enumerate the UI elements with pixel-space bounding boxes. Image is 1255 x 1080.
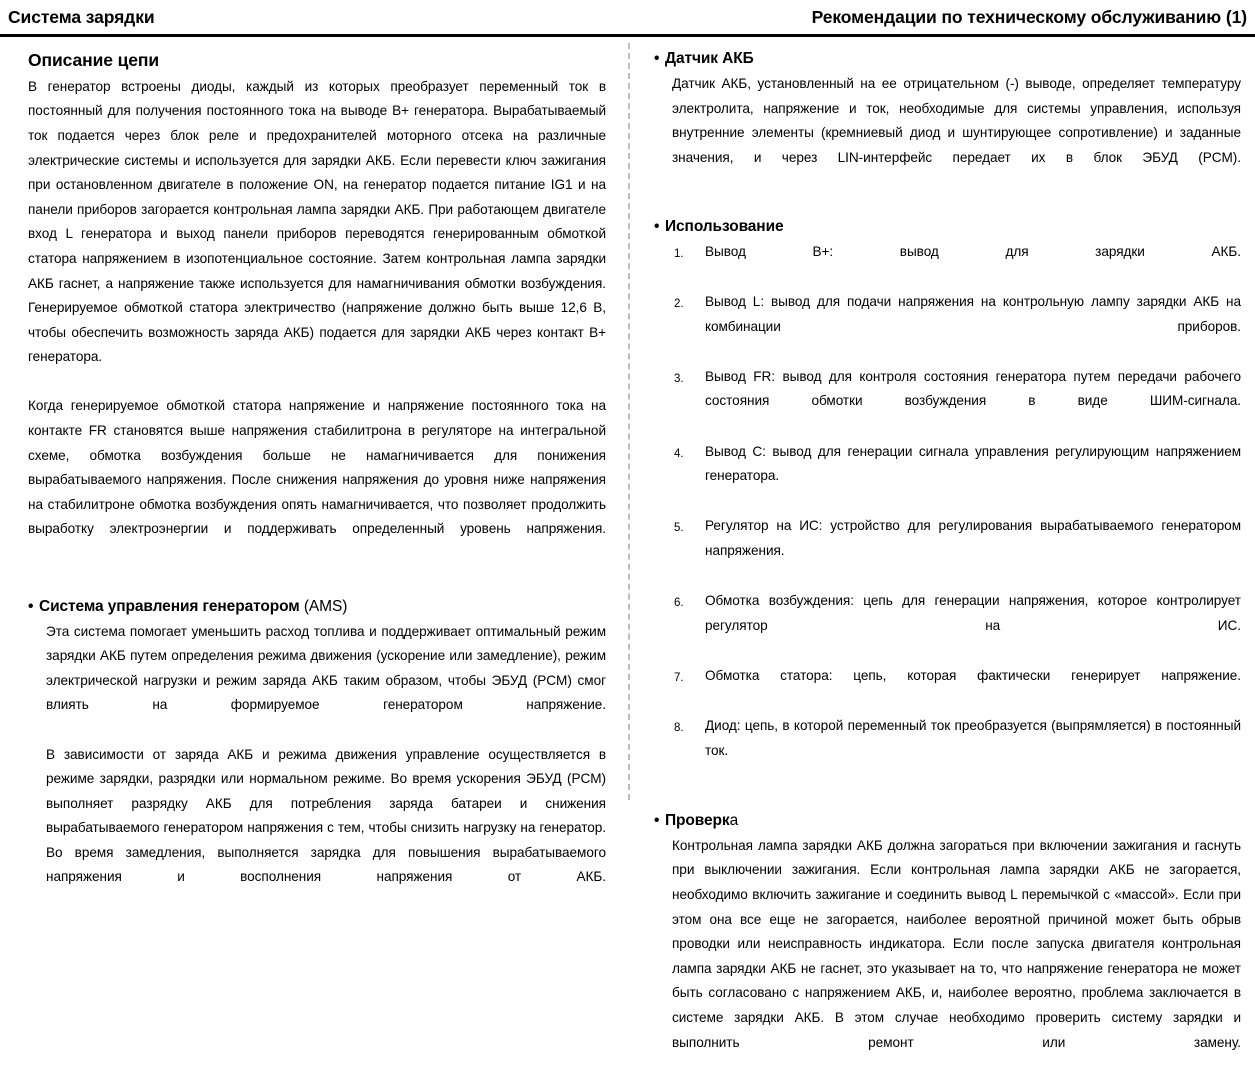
inspection-paragraph-1: Контрольная лампа зарядки АКБ должна загораться при включении зажигания и гаснуть при выключении зажигания. Если контрольная лампа зарядки АКБ не загорается, необходимо включить зажигание и соединить вывод L перемычкой с «массой». Если при этом она все еще не загорается, наиболее вероятной причиной может быть обрыв проводки или неисправность индикатора. Если после запуска двигателя контрольная лампа зарядки АКБ не гаснет, это указывает на то, что напряжение генератора не может быть согласовано с напряжением АКБ, и, наиболее вероятно, проблема заключается в системе зарядки АКБ. В этом случае необходимо проверить систему зарядки и выполнить ремонт или замену. — [672, 837, 1241, 1050]
battery-sensor-body — [654, 72, 1241, 195]
ams-body — [28, 620, 606, 915]
list-item — [672, 440, 1241, 514]
list-item-text: Обмотка статора: цепь, которая фактически генерирует напряжение. — [705, 667, 1241, 683]
section-heading-inspection — [654, 811, 1241, 832]
list-item-text: Диод: цепь, в которой переменный ток преобразуется (выпрямляется) в постоянный ток. — [705, 718, 1241, 758]
list-item-number: 2. — [674, 298, 684, 310]
list-item — [672, 589, 1241, 663]
list-item-number: 5. — [674, 522, 684, 535]
list-item — [672, 664, 1241, 713]
circuit-description-paragraph-1: В генератор встроены диоды, каждый из которых преобразует переменный ток в постоянный для получения постоянного тока на выводе B+ генератора. Вырабатываемый ток подается через блок реле и предохранителей моторного отсека на различные электрические системы и используется для зарядки АКБ. Если перевести ключ зажигания при остановленном двигателе в положение ON, на генератор подается питание IG1 и на панели приборов загорается контрольная лампа зарядки АКБ. При работающем двигателе вход L генератора и выход панели приборов переводятся генерированным обмоткой статора напряжением в изопотенциальное состояние. Затем контрольная лампа зарядки АКБ гаснет, а напряжение также используется для намагничивания обмотки возбуждения. Генерируемое обмоткой статора электричество (напряжение должно быть выше 12,6 В, чтобы обеспечить возможность заряда АКБ) подается для зарядки АКБ через контакт B+ генератора. — [28, 78, 606, 365]
list-item-text: Вывод B+: вывод для зарядки АКБ. — [705, 243, 1241, 259]
list-item-number: 7. — [674, 671, 684, 684]
list-item-number: 4. — [674, 447, 684, 460]
header-right-title: Рекомендации по техническому обслуживанию (1) — [811, 6, 1247, 27]
section-heading-battery-sensor-label: Датчик АКБ — [665, 50, 754, 67]
spacer-before-ams — [28, 567, 606, 597]
section-title-circuit-description: Описание цепи — [28, 50, 160, 70]
list-item-number: 8. — [674, 722, 684, 735]
list-item-number: 6. — [674, 597, 684, 610]
circuit-description-paragraph-2: Когда генерируемое обмоткой статора напряжение и напряжение постоянного тока на контакте FR становятся выше напряжения стабилитрона в регуляторе на интегральной схеме, обмотка возбуждения больше не намагничивается для понижения вырабатываемого напряжения. После снижения напряжения до уровня ниже напряжения на стабилитроне обмотка возбуждения опять намагничивается, что позволяет продолжить выработку электроэнергии и поддерживать определенный уровень напряжения. — [28, 398, 606, 537]
page-header — [0, 0, 1255, 34]
ams-paragraph-1: Эта система помогает уменьшить расход топлива и поддерживает оптимальный режим зарядки АКБ путем определения режима движения (ускорение или замедление), режим электрической нагрузки и режим заряда АКБ таким образом, чтобы ЭБУД (PCM) смог влиять на формируемое генератором напряжение. — [46, 623, 606, 713]
section-heading-battery-sensor — [654, 49, 1241, 70]
list-item-number: 1. — [674, 247, 684, 260]
usage-list — [654, 240, 1241, 788]
bullet-icon: • — [654, 50, 660, 67]
bullet-icon: • — [28, 597, 34, 615]
battery-sensor-paragraph-1: Датчик АКБ, установленный на ее отрицательном (-) выводе, определяет температуру электролита, напряжение и ток, необходимые для системы управления, используя внутренние элементы (кремниевый диод и шунтирующее сопротивление) и заданные значения, и через LIN-интерфейс передает их в блок ЭБУД (PCM). — [672, 75, 1241, 165]
list-item — [672, 514, 1241, 588]
list-item-text: Вывод C: вывод для генерации сигнала управления регулирующим напряжением генератора. — [705, 443, 1241, 484]
column-divider — [628, 43, 632, 800]
inspection-body — [654, 834, 1241, 1080]
section-heading-inspection-bold: Проверк — [665, 811, 730, 829]
bullet-icon: • — [654, 217, 660, 235]
list-item — [672, 365, 1241, 439]
section-heading-ams-abbrev: (AMS) — [299, 597, 348, 615]
section-heading-usage-label: Использование — [665, 217, 784, 235]
ams-paragraph-2: В зависимости от заряда АКБ и режима движения управление осуществляется в режиме зарядки, разрядки или нормальном режиме. Во время ускорения ЭБУД (PCM) выполняет разрядку АКБ для потребления заряда батареи и снижения вырабатываемого генератором напряжения с тем, чтобы снизить нагрузку на генератор. Во время замедления, выполняется зарядка для повышения вырабатываемого напряжения и восполнения напряжения от АКБ. — [46, 746, 606, 885]
spacer-before-usage — [654, 195, 1241, 217]
left-column — [0, 37, 628, 885]
section-heading-ams — [28, 597, 606, 618]
list-item — [672, 714, 1241, 788]
section-heading-usage — [654, 217, 1241, 238]
page-body — [0, 37, 1255, 1050]
list-item-text: Регулятор на ИС: устройство для регулирования вырабатываемого генератором напряжения. — [705, 518, 1241, 558]
section-heading-ams-bold: Система управления генератором — [39, 597, 300, 615]
section-heading-inspection-tail: а — [729, 811, 739, 829]
list-item-number: 3. — [674, 372, 684, 385]
list-item-text: Вывод L: вывод для подачи напряжения на контрольную лампу зарядки АКБ на комбинации приборов. — [705, 294, 1241, 334]
list-item — [672, 290, 1241, 364]
bullet-icon: • — [654, 811, 660, 829]
header-left-title: Система зарядки — [8, 6, 155, 27]
list-item-text: Вывод FR: вывод для контроля состояния генератора путем передачи рабочего состояния обмотки возбуждения в виде ШИМ-сигнала. — [705, 368, 1241, 409]
right-column — [628, 37, 1255, 1050]
list-item — [672, 240, 1241, 289]
list-item-text: Обмотка возбуждения: цепь для генерации напряжения, которое контролирует регулятор на ИС. — [705, 593, 1241, 633]
